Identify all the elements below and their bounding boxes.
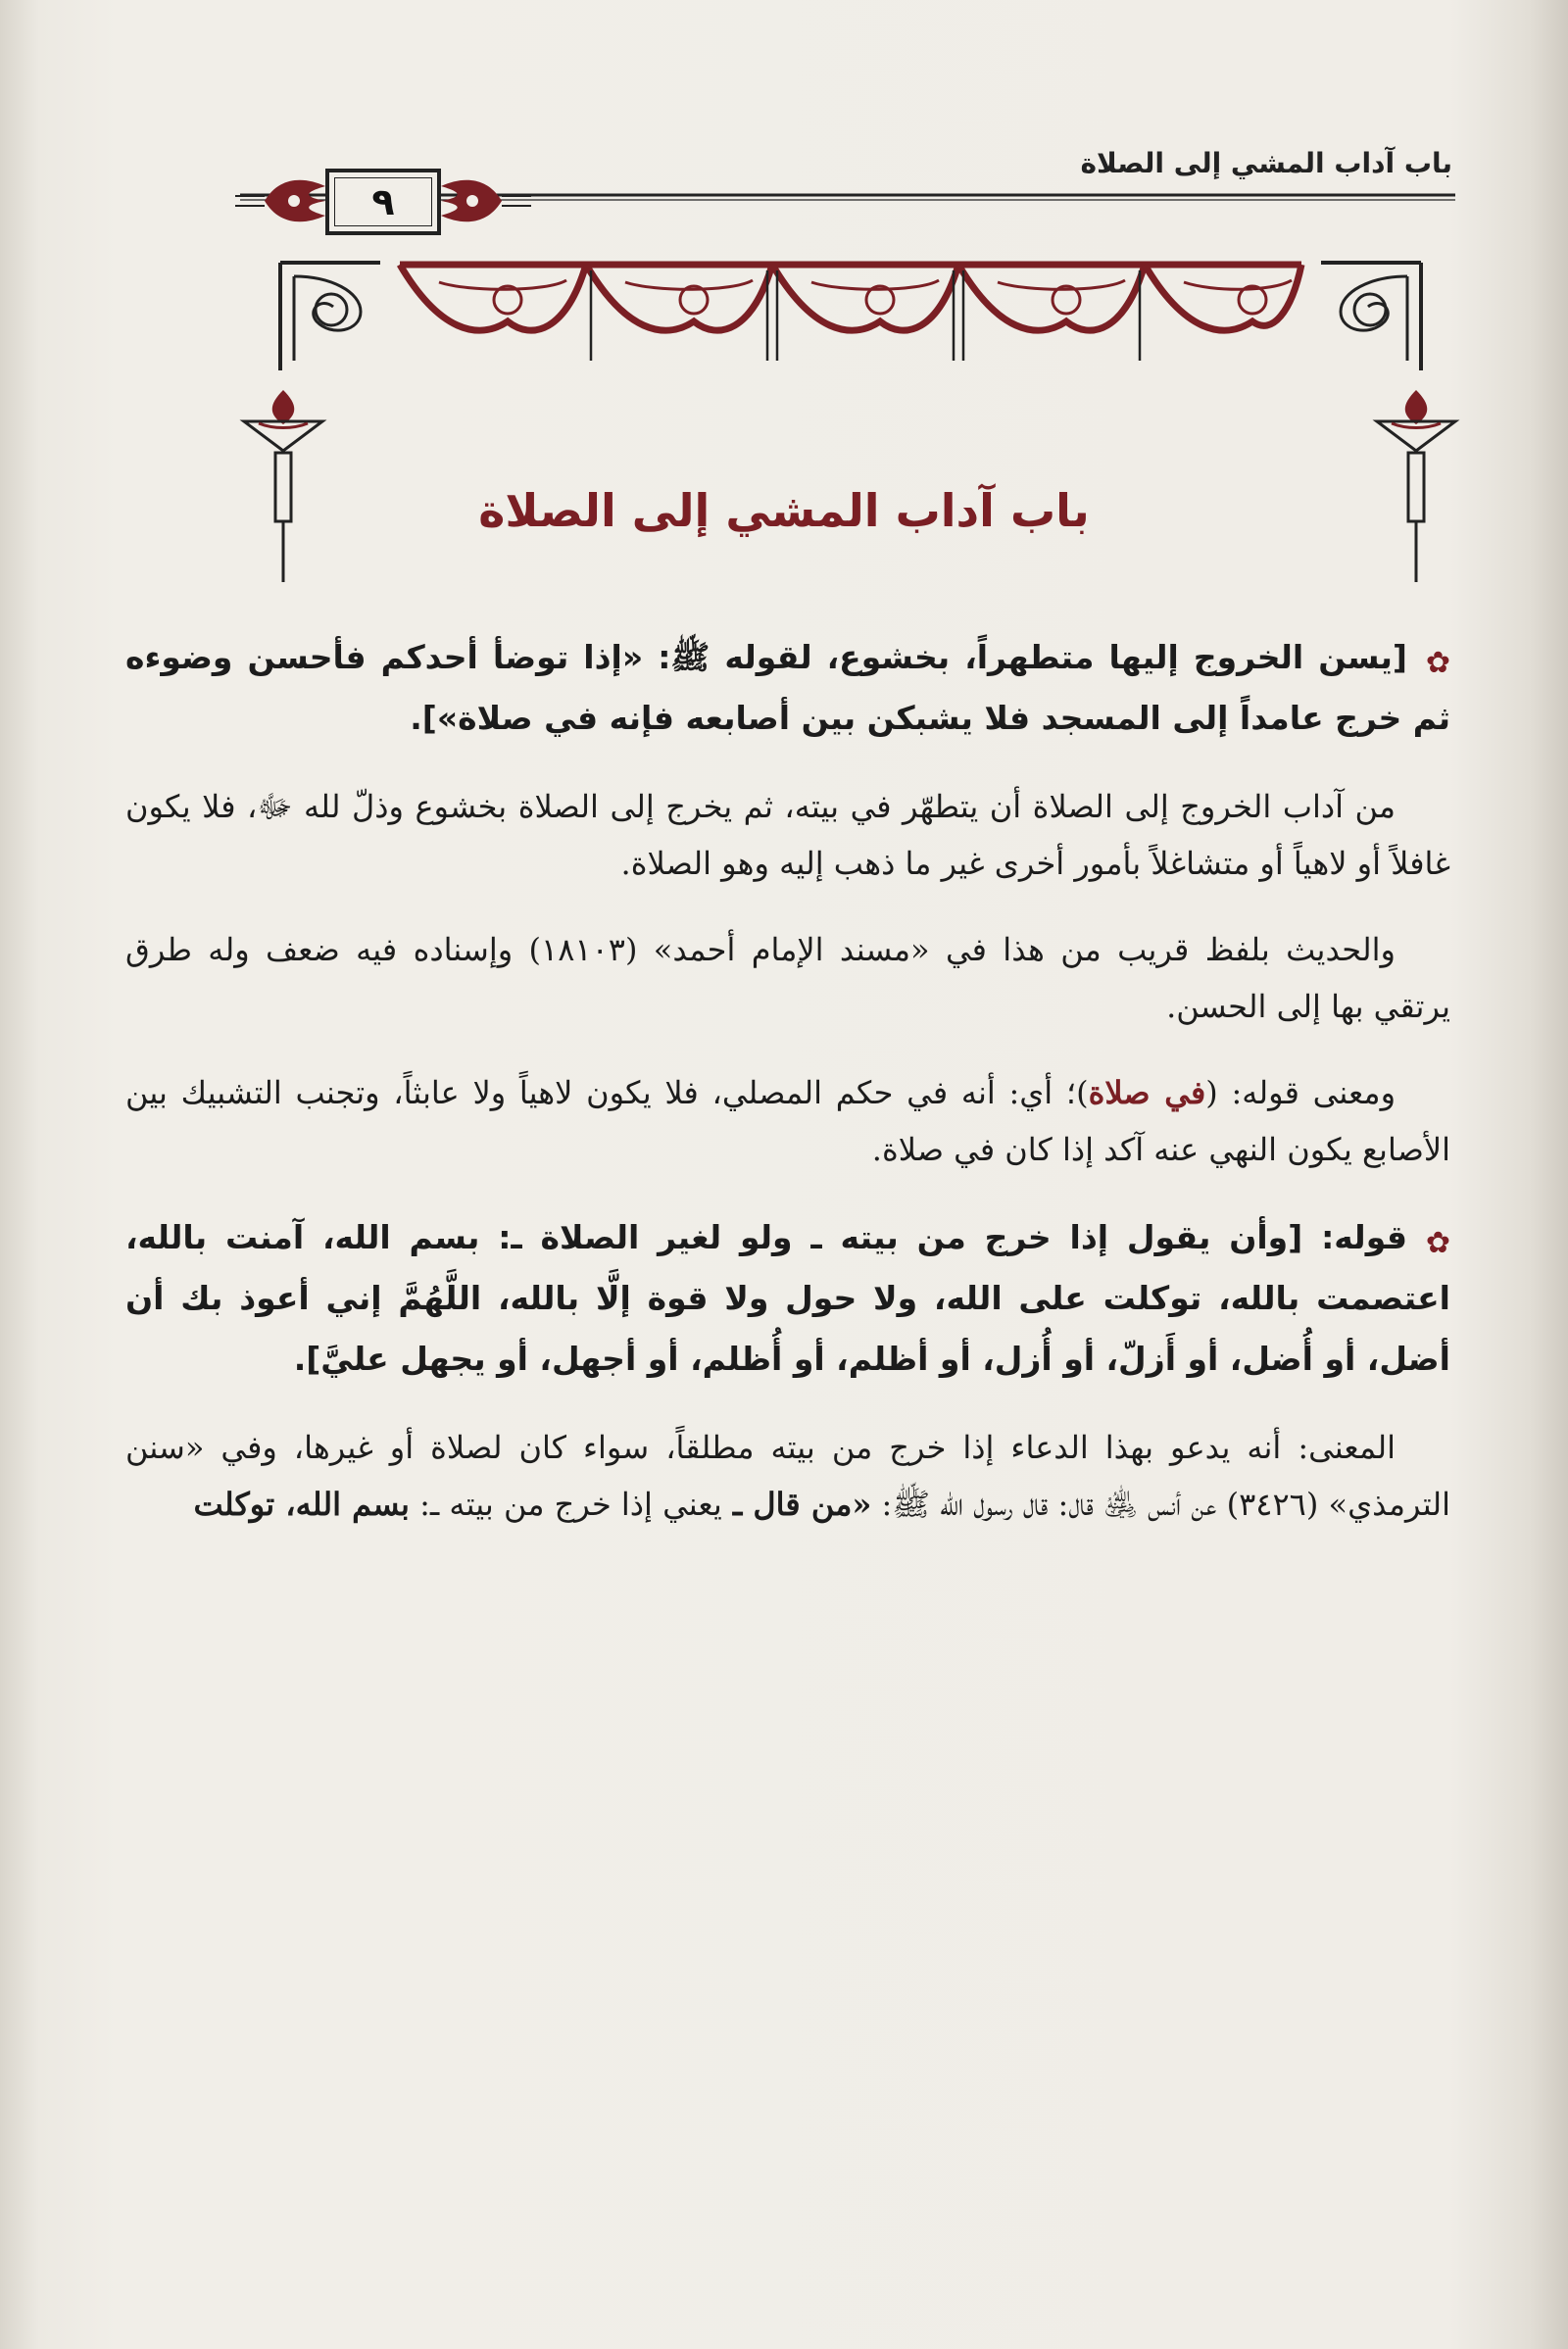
commentary-paragraph-2: والحديث بلفظ قريب من هذا في «مسند الإمام أحمد» (١٨١٠٣) وإسناده فيه ضعف وله طرق يرتقي بها إلى الحسن. (125, 931, 1450, 1025)
commentary-paragraph-3: ومعنى قوله: (في صلاة)؛ أي: أنه في حكم المصلي، فلا يكون لاهياً ولا عابثاً، وتجنب التشبيك بين الأصابع يكون النهي عنه آكد إذا كان في صلاة. (125, 1074, 1450, 1168)
page-number-right-ornament (433, 167, 531, 237)
flower-icon: ✿ (1425, 646, 1450, 680)
body-text (125, 627, 1450, 1562)
highlighted-phrase: في صلاة (1088, 1074, 1206, 1111)
flower-icon: ✿ (1425, 1226, 1450, 1260)
commentary-paragraph-4: المعنى: أنه يدعو بهذا الدعاء إذا خرج من بيته مطلقاً، سواء كان لصلاة أو غيرها، وفي «سنن الترمذي» (٣٤٢٦) عن أنس ﵁ قال: قال رسول الله ﷺ: «من قال ـ يعني إذا خرج من بيته ـ: بسم الله، توكلت (125, 1429, 1450, 1523)
page-number-box (325, 169, 441, 235)
page-number-left-ornament (235, 167, 333, 237)
running-header: باب آداب المشي إلى الصلاة (1080, 147, 1452, 179)
chapter-banner-ornament (272, 253, 1429, 380)
page-number: ٩ (371, 180, 395, 223)
matn-paragraph-1: ✿[يسن الخروج إليها متطهراً، بخشوع، لقوله ﷺ: «إذا توضأ أحدكم فأحسن وضوءه ثم خرج عامداً إلى المسجد فلا يشبكن بين أصابعه فإنه في صلاة»]. (125, 638, 1450, 737)
matn-paragraph-2: ✿قوله: [وأن يقول إذا خرج من بيته ـ ولو لغير الصلاة ـ: بسم الله، آمنت بالله، اعتصمت بالله، توكلت على الله، ولا حول ولا قوة إلَّا بالله، اللَّهُمَّ إني أعوذ بك أن أضل، أو أُضل، أو أَزلّ، أو أُزل، أو أظلم، أو أُظلم، أو أجهل، أو يجهل عليَّ]. (125, 1218, 1450, 1378)
commentary-paragraph-1: من آداب الخروج إلى الصلاة أن يتطهّر في بيته، ثم يخرج إلى الصلاة بخشوع وذلّ لله ﷻ، فلا يكون غافلاً أو لاهياً أو متشاغلاً بأمور أخرى غير ما ذهب إليه وهو الصلاة. (125, 788, 1450, 882)
chapter-title: باب آداب المشي إلى الصلاة (478, 484, 1090, 537)
